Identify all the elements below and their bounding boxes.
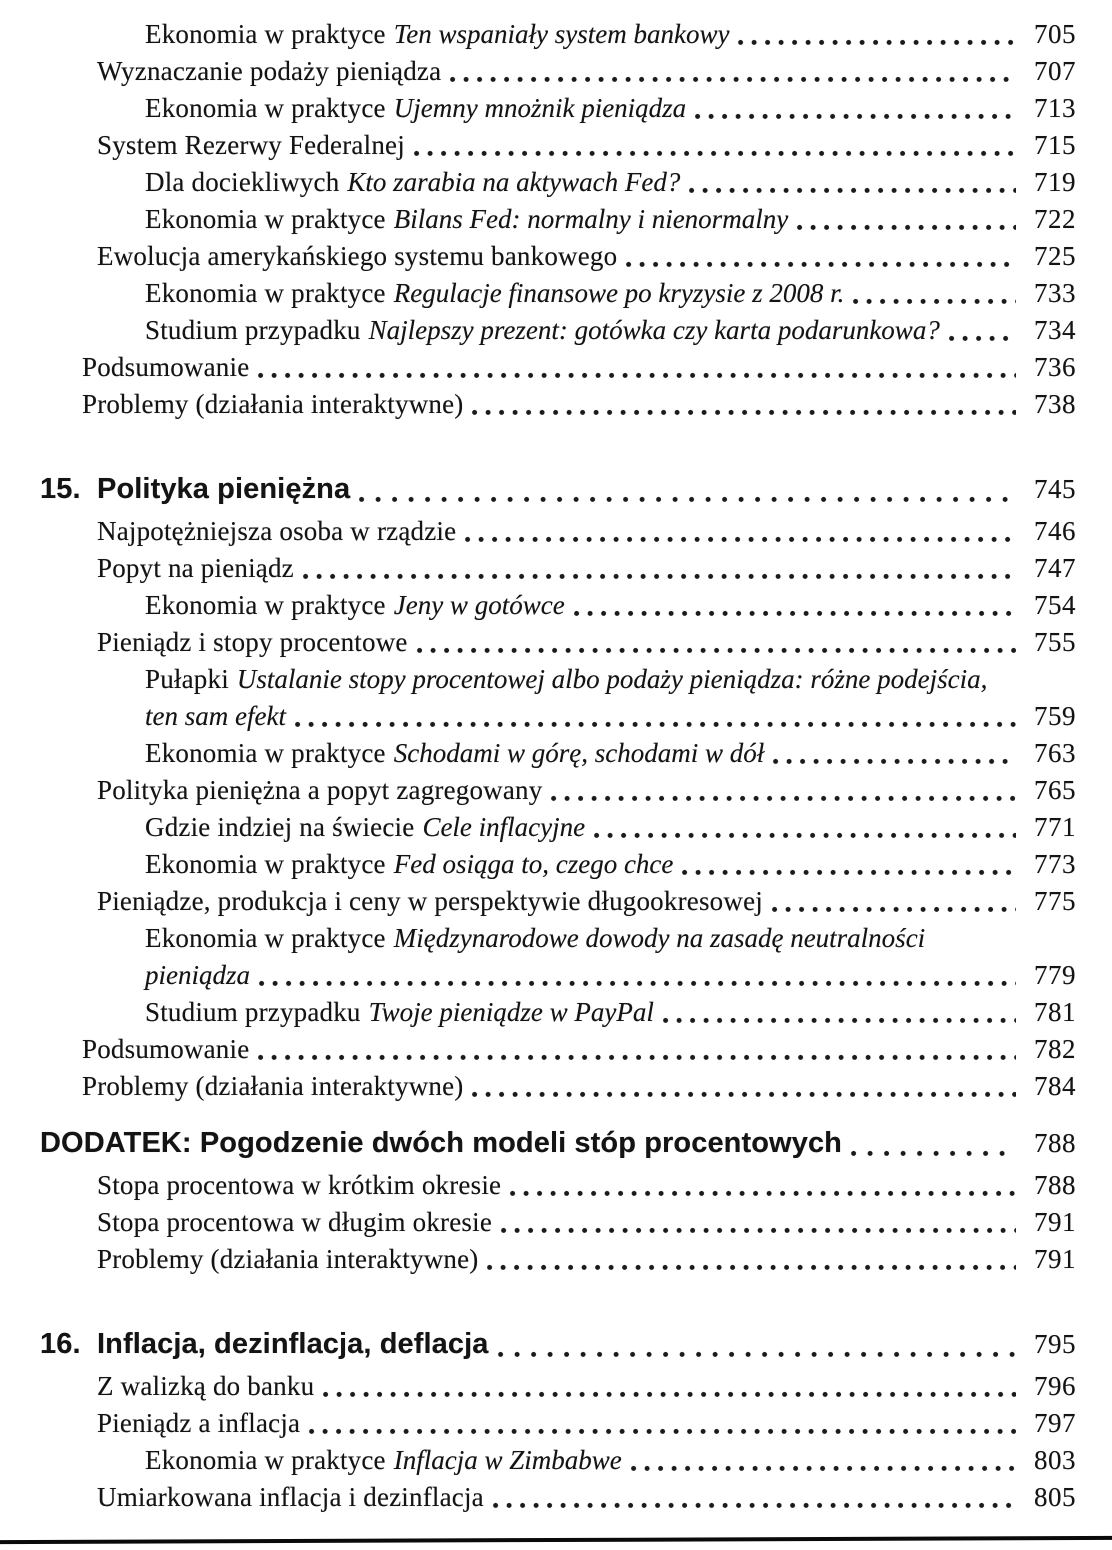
page-number: 734 bbox=[1034, 315, 1076, 345]
toc-entry bbox=[40, 550, 1076, 587]
page-number: 773 bbox=[1034, 849, 1076, 879]
entry-subtitle-italic: Fed osiąga to, czego chce bbox=[393, 849, 674, 879]
entry-label: Dla dociekliwych bbox=[145, 167, 340, 197]
page-bottom-rule bbox=[0, 1536, 1112, 1544]
entry-subtitle-italic: Ustalanie stopy procentowej albo podaży pieniądza: różne podejścia, bbox=[236, 664, 988, 694]
dot-leader bbox=[773, 758, 1016, 765]
page-number: 715 bbox=[1034, 130, 1076, 160]
dot-leader bbox=[309, 1428, 1016, 1435]
toc-entry bbox=[40, 1405, 1076, 1442]
entry-subtitle-italic: ten sam efekt bbox=[145, 701, 286, 731]
dot-leader bbox=[695, 113, 1016, 120]
dot-leader bbox=[258, 1054, 1016, 1061]
dot-leader bbox=[414, 150, 1016, 157]
dot-leader bbox=[631, 1465, 1016, 1472]
page-number: 791 bbox=[1034, 1207, 1076, 1237]
dot-leader bbox=[772, 906, 1016, 913]
page-number: 796 bbox=[1034, 1371, 1076, 1401]
toc-entry bbox=[40, 16, 1076, 53]
entry-label: DODATEK: Pogodzenie dwóch modeli stóp procentowych bbox=[40, 1127, 842, 1159]
entry-label: Pieniądze, produkcja i ceny w perspektywie długookresowej bbox=[97, 886, 763, 916]
toc-entry bbox=[40, 1479, 1076, 1516]
toc-entry bbox=[40, 201, 1076, 238]
entry-label: System Rezerwy Federalnej bbox=[97, 130, 405, 160]
chapter-number: 16. bbox=[40, 1328, 81, 1360]
entry-label: Z walizką do banku bbox=[97, 1371, 315, 1401]
page-number: 754 bbox=[1034, 590, 1076, 620]
page-number: 707 bbox=[1034, 56, 1076, 86]
page-number: 746 bbox=[1034, 516, 1076, 546]
page-number: 765 bbox=[1034, 775, 1076, 805]
entry-label: Ewolucja amerykańskiego systemu bankowego bbox=[97, 241, 618, 271]
toc-entry bbox=[40, 349, 1076, 386]
entry-subtitle-italic: Schodami w górę, schodami w dół bbox=[393, 738, 765, 768]
entry-label: Ekonomia w praktyce bbox=[145, 590, 386, 620]
entry-label: Ekonomia w praktyce bbox=[145, 204, 386, 234]
toc-entry bbox=[40, 883, 1076, 920]
entry-label: Ekonomia w praktyce bbox=[145, 19, 386, 49]
toc-entry bbox=[40, 90, 1076, 127]
toc-entry bbox=[40, 994, 1076, 1031]
entry-label: Problemy (działania interaktywne) bbox=[97, 1244, 479, 1274]
toc-entry bbox=[40, 275, 1076, 312]
entry-subtitle-italic: Ujemny mnożnik pieniądza bbox=[393, 93, 687, 123]
toc-entry bbox=[40, 513, 1076, 550]
entry-label: Ekonomia w praktyce bbox=[145, 93, 386, 123]
dot-leader bbox=[450, 76, 1016, 83]
dot-leader bbox=[551, 795, 1016, 802]
toc-entry bbox=[40, 164, 1076, 201]
toc-entry bbox=[40, 957, 1076, 994]
dot-leader bbox=[682, 869, 1016, 876]
entry-subtitle-italic: Kto zarabia na aktywach Fed? bbox=[347, 167, 681, 197]
entry-label: Najpotężniejsza osoba w rządzie bbox=[97, 516, 457, 546]
entry-label: Polityka pieniężna bbox=[97, 473, 351, 505]
entry-label: Studium przypadku bbox=[145, 997, 361, 1027]
dot-leader bbox=[472, 1091, 1016, 1098]
toc-entry bbox=[40, 698, 1076, 735]
entry-label: Inflacja, dezinflacja, deflacja bbox=[97, 1328, 489, 1360]
entry-subtitle-italic: Najlepszy prezent: gotówka czy karta podarunkowa? bbox=[368, 315, 940, 345]
dot-leader bbox=[258, 372, 1016, 379]
page-number: 736 bbox=[1034, 352, 1076, 382]
entry-subtitle-italic: Jeny w gotówce bbox=[393, 590, 565, 620]
page-number: 795 bbox=[1034, 1329, 1076, 1359]
entry-subtitle-italic: Inflacja w Zimbabwe bbox=[393, 1445, 622, 1475]
entry-subtitle-italic: Ten wspaniały system bankowy bbox=[393, 19, 730, 49]
entry-label: Studium przypadku bbox=[145, 315, 361, 345]
page-number: 722 bbox=[1034, 204, 1076, 234]
dot-leader bbox=[295, 721, 1016, 728]
page-number: 791 bbox=[1034, 1244, 1076, 1274]
dot-leader bbox=[689, 187, 1016, 194]
entry-label: Stopa procentowa w długim okresie bbox=[97, 1207, 493, 1237]
page-number: 788 bbox=[1034, 1128, 1076, 1158]
entry-label: Pułapki bbox=[145, 664, 229, 694]
entry-subtitle-italic: Cele inflacyjne bbox=[422, 812, 586, 842]
dot-leader bbox=[501, 1227, 1016, 1234]
page-number: 797 bbox=[1034, 1408, 1076, 1438]
toc-entry bbox=[40, 1241, 1076, 1278]
entry-label: Ekonomia w praktyce bbox=[145, 849, 386, 879]
entry-subtitle-italic: Twoje pieniądze w PayPal bbox=[368, 997, 654, 1027]
toc-entry bbox=[40, 1167, 1076, 1204]
entry-label: Problemy (działania interaktywne) bbox=[82, 1071, 464, 1101]
entry-label: Ekonomia w praktyce bbox=[145, 923, 386, 953]
toc-entry bbox=[40, 809, 1076, 846]
toc-entry bbox=[40, 238, 1076, 275]
page-number: 738 bbox=[1034, 389, 1076, 419]
dot-leader bbox=[465, 536, 1016, 543]
entry-label: Ekonomia w praktyce bbox=[145, 278, 386, 308]
page-number: 779 bbox=[1034, 960, 1076, 990]
page-number: 745 bbox=[1034, 474, 1076, 504]
toc-chapter-heading bbox=[40, 465, 1076, 513]
dot-leader bbox=[738, 39, 1016, 46]
entry-subtitle-italic: Regulacje finansowe po kryzysie z 2008 r. bbox=[393, 278, 845, 308]
page-number: 705 bbox=[1034, 19, 1076, 49]
dot-leader bbox=[259, 980, 1016, 987]
toc-entry bbox=[40, 587, 1076, 624]
dot-leader bbox=[417, 647, 1016, 654]
dot-leader bbox=[323, 1391, 1016, 1398]
dot-leader bbox=[493, 1502, 1016, 1509]
entry-label: Podsumowanie bbox=[82, 352, 250, 382]
page-number: 755 bbox=[1034, 627, 1076, 657]
toc-entry bbox=[40, 53, 1076, 90]
entry-label: Stopa procentowa w krótkim okresie bbox=[97, 1170, 502, 1200]
page-number: 725 bbox=[1034, 241, 1076, 271]
dot-leader bbox=[487, 1264, 1016, 1271]
page-number: 763 bbox=[1034, 738, 1076, 768]
toc-entry bbox=[40, 661, 1076, 698]
chapter-number: 15. bbox=[40, 473, 81, 505]
toc-entry bbox=[40, 386, 1076, 423]
dot-leader bbox=[498, 1351, 1016, 1358]
page-number: 784 bbox=[1034, 1071, 1076, 1101]
toc-entry bbox=[40, 772, 1076, 809]
entry-label: Problemy (działania interaktywne) bbox=[82, 389, 464, 419]
toc-entry bbox=[40, 1442, 1076, 1479]
toc-entry bbox=[40, 127, 1076, 164]
toc-entry bbox=[40, 1204, 1076, 1241]
entry-label: Podsumowanie bbox=[82, 1034, 250, 1064]
toc-entry bbox=[40, 846, 1076, 883]
dot-leader bbox=[797, 224, 1016, 231]
page-number: 775 bbox=[1034, 886, 1076, 916]
dot-leader bbox=[472, 409, 1016, 416]
page-number: 805 bbox=[1034, 1482, 1076, 1512]
toc-entry bbox=[40, 312, 1076, 349]
entry-label: Wyznaczanie podaży pieniądza bbox=[97, 56, 442, 86]
toc-entry bbox=[40, 624, 1076, 661]
dot-leader bbox=[510, 1190, 1016, 1197]
page-number: 733 bbox=[1034, 278, 1076, 308]
toc-entry bbox=[40, 1068, 1076, 1105]
entry-label: Popyt na pieniądz bbox=[97, 553, 294, 583]
page-number: 788 bbox=[1034, 1170, 1076, 1200]
entry-label: Umiarkowana inflacja i dezinflacja bbox=[97, 1482, 484, 1512]
dot-leader bbox=[303, 573, 1016, 580]
page-number: 747 bbox=[1034, 553, 1076, 583]
page-number: 713 bbox=[1034, 93, 1076, 123]
entry-subtitle-italic: Międzynarodowe dowody na zasadę neutralności bbox=[393, 923, 926, 953]
page-number: 781 bbox=[1034, 997, 1076, 1027]
entry-label: Ekonomia w praktyce bbox=[145, 1445, 386, 1475]
dot-leader bbox=[359, 496, 1016, 503]
toc-entry bbox=[40, 920, 1076, 957]
page-number: 759 bbox=[1034, 701, 1076, 731]
entry-subtitle-italic: pieniądza bbox=[145, 960, 250, 990]
dot-leader bbox=[851, 1150, 1016, 1157]
dot-leader bbox=[574, 610, 1016, 617]
entry-subtitle-italic: Bilans Fed: normalny i nienormalny bbox=[393, 204, 789, 234]
entry-label: Gdzie indziej na świecie bbox=[145, 812, 415, 842]
entry-label: Polityka pieniężna a popyt zagregowany bbox=[97, 775, 543, 805]
page-number: 771 bbox=[1034, 812, 1076, 842]
dot-leader bbox=[853, 298, 1016, 305]
page-number: 782 bbox=[1034, 1034, 1076, 1064]
toc-appendix-heading bbox=[40, 1119, 1076, 1167]
toc-chapter-heading bbox=[40, 1320, 1076, 1368]
dot-leader bbox=[594, 832, 1016, 839]
entry-label: Pieniądz a inflacja bbox=[97, 1408, 301, 1438]
entry-label: Ekonomia w praktyce bbox=[145, 738, 386, 768]
toc-entry bbox=[40, 735, 1076, 772]
dot-leader bbox=[949, 335, 1016, 342]
page-number: 719 bbox=[1034, 167, 1076, 197]
toc-entry bbox=[40, 1368, 1076, 1405]
dot-leader bbox=[626, 261, 1016, 268]
page-number: 803 bbox=[1034, 1445, 1076, 1475]
toc-entry bbox=[40, 1031, 1076, 1068]
entry-label: Pieniądz i stopy procentowe bbox=[97, 627, 408, 657]
dot-leader bbox=[663, 1017, 1016, 1024]
